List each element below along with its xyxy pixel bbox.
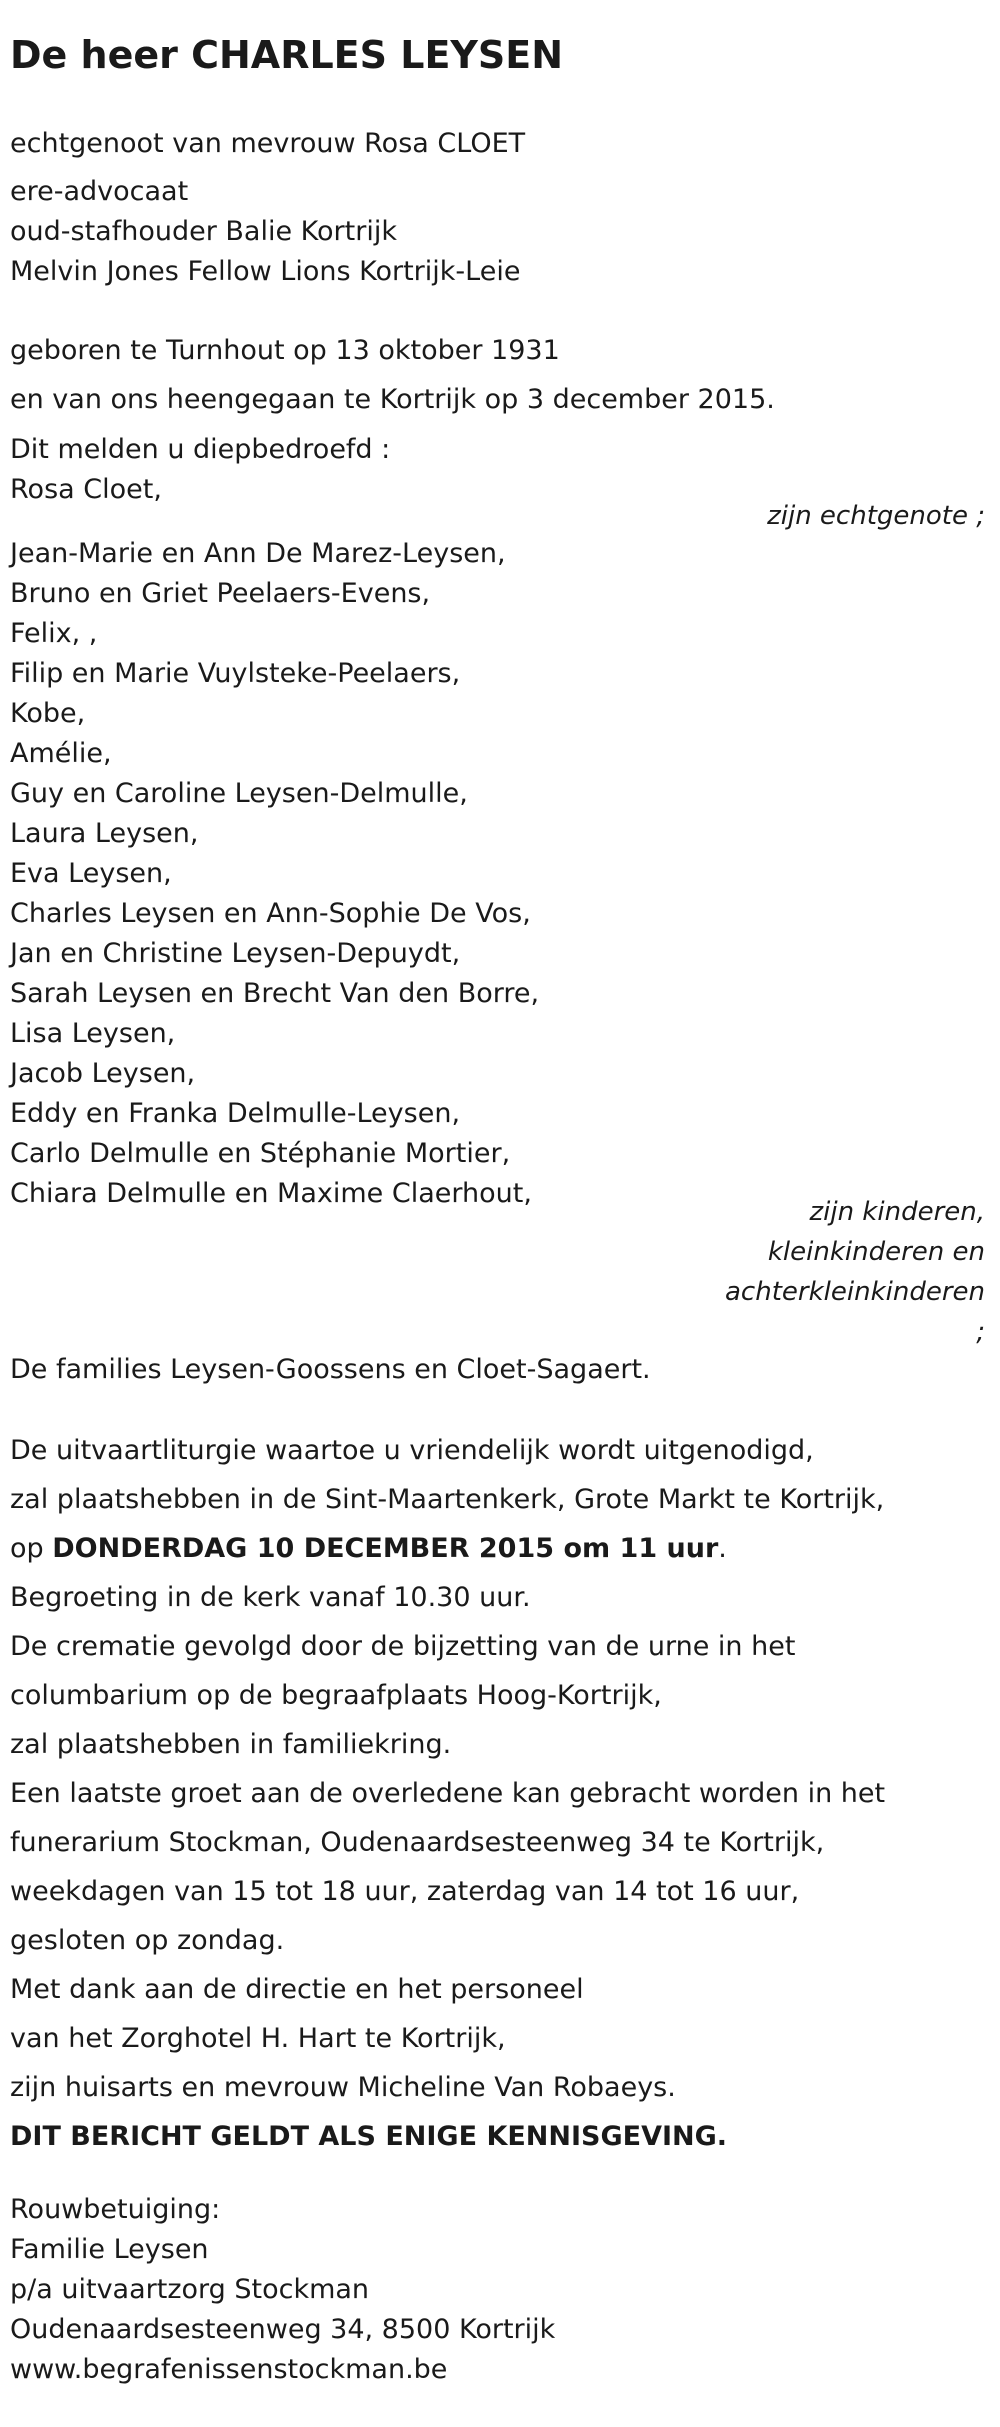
list-item: Jan en Christine Leysen-Depuydt, [10,938,461,969]
condolences-section [10,2190,555,2390]
condolence-line: Familie Leysen [10,2234,209,2265]
ceremony-line: van het Zorghotel H. Hart te Kortrijk, [10,2023,506,2054]
ceremony-line: zal plaatshebben in de Sint-Maartenkerk, Grote Markt te Kortrijk, [10,1484,885,1515]
ceremony-line: columbarium op de begraafplaats Hoog-Kortrijk, [10,1680,662,1711]
list-item: Bruno en Griet Peelaers-Evens, [10,578,431,609]
title-line: oud-stafhouder Balie Kortrijk [10,216,397,247]
spouse-line: echtgenoot van mevrouw Rosa CLOET [10,128,526,159]
announcement-intro: Dit melden u diepbedroefd : [10,434,391,465]
list-item: Filip en Marie Vuylsteke-Peelaers, [10,658,461,689]
ceremony-date: op DONDERDAG 10 DECEMBER 2015 om 11 uur. [10,1533,727,1564]
title-line: ere-advocaat [10,176,189,207]
intro-section [10,124,525,164]
ceremony-line: De uitvaartliturgie waartoe u vriendelijk wordt uitgenodigd, [10,1435,814,1466]
announcement-section [10,430,390,510]
ceremony-line: De crematie gevolgd door de bijzetting van de urne in het [10,1631,796,1662]
list-item: Chiara Delmulle en Maxime Claerhout, [10,1178,532,1209]
ceremony-line: zijn huisarts en mevrouw Micheline Van Robaeys. [10,2072,676,2103]
ceremony-line: zal plaatshebben in familiekring. [10,1729,452,1760]
list-item: Jean-Marie en Ann De Marez-Leysen, [10,538,506,569]
ceremony-line: funerarium Stockman, Oudenaardsesteenweg 34 te Kortrijk, [10,1827,825,1858]
ceremony-line: Met dank aan de directie en het personeel [10,1974,584,2005]
list-item: Laura Leysen, [10,818,199,849]
birth-line: geboren te Turnhout op 13 oktober 1931 [10,335,560,366]
list-item: Jacob Leysen, [10,1058,196,1089]
ceremony-line: Een laatste groet aan de overledene kan gebracht worden in het [10,1778,886,1809]
notice-line: DIT BERICHT GELDT ALS ENIGE KENNISGEVING. [10,2121,728,2152]
title-line: Melvin Jones Fellow Lions Kortrijk-Leie [10,256,521,287]
list-item: Eva Leysen, [10,858,172,889]
list-item: Felix, , [10,618,98,649]
ceremony-date-bold: DONDERDAG 10 DECEMBER 2015 om 11 uur [52,1533,719,1564]
list-item: Carlo Delmulle en Stéphanie Mortier, [10,1138,511,1169]
list-item: Amélie, [10,738,112,769]
list-item: Charles Leysen en Ann-Sophie De Vos, [10,898,531,929]
list-item: Sarah Leysen en Brecht Van den Borre, [10,978,540,1009]
families-line: De families Leysen-Goossens en Cloet-Sagaert. [10,1354,651,1385]
titles-section [10,172,520,292]
condolence-line: Oudenaardsesteenweg 34, 8500 Kortrijk [10,2314,556,2345]
list-item: Eddy en Franka Delmulle-Leysen, [10,1098,461,1129]
ceremony-line: Begroeting in de kerk vanaf 10.30 uur. [10,1582,531,1613]
death-line: en van ons heengegaan te Kortrijk op 3 december 2015. [10,384,775,415]
dates-section [10,326,775,424]
list-item: Lisa Leysen, [10,1018,176,1049]
ceremony-line: gesloten op zondag. [10,1925,285,1956]
list-item: Kobe, [10,698,86,729]
families-section [10,1350,651,1390]
family-role: zijn kinderen, kleinkinderen en achterkleinkinderen ; [725,1197,985,1347]
ceremony-line: weekdagen van 15 tot 18 uur, zaterdag van 14 tot 16 uur, [10,1876,800,1907]
family-list [10,534,539,1214]
ceremony-section [10,1426,885,2161]
website-link[interactable]: www.begrafenissenstockman.be [10,2354,448,2385]
spouse-name: Rosa Cloet, [10,474,162,505]
condolence-line: p/a uitvaartzorg Stockman [10,2274,370,2305]
page-title: De heer CHARLES LEYSEN [10,33,564,77]
spouse-role: zijn echtgenote ; [767,501,985,531]
condolence-line: Rouwbetuiging: [10,2194,221,2225]
list-item: Guy en Caroline Leysen-Delmulle, [10,778,468,809]
